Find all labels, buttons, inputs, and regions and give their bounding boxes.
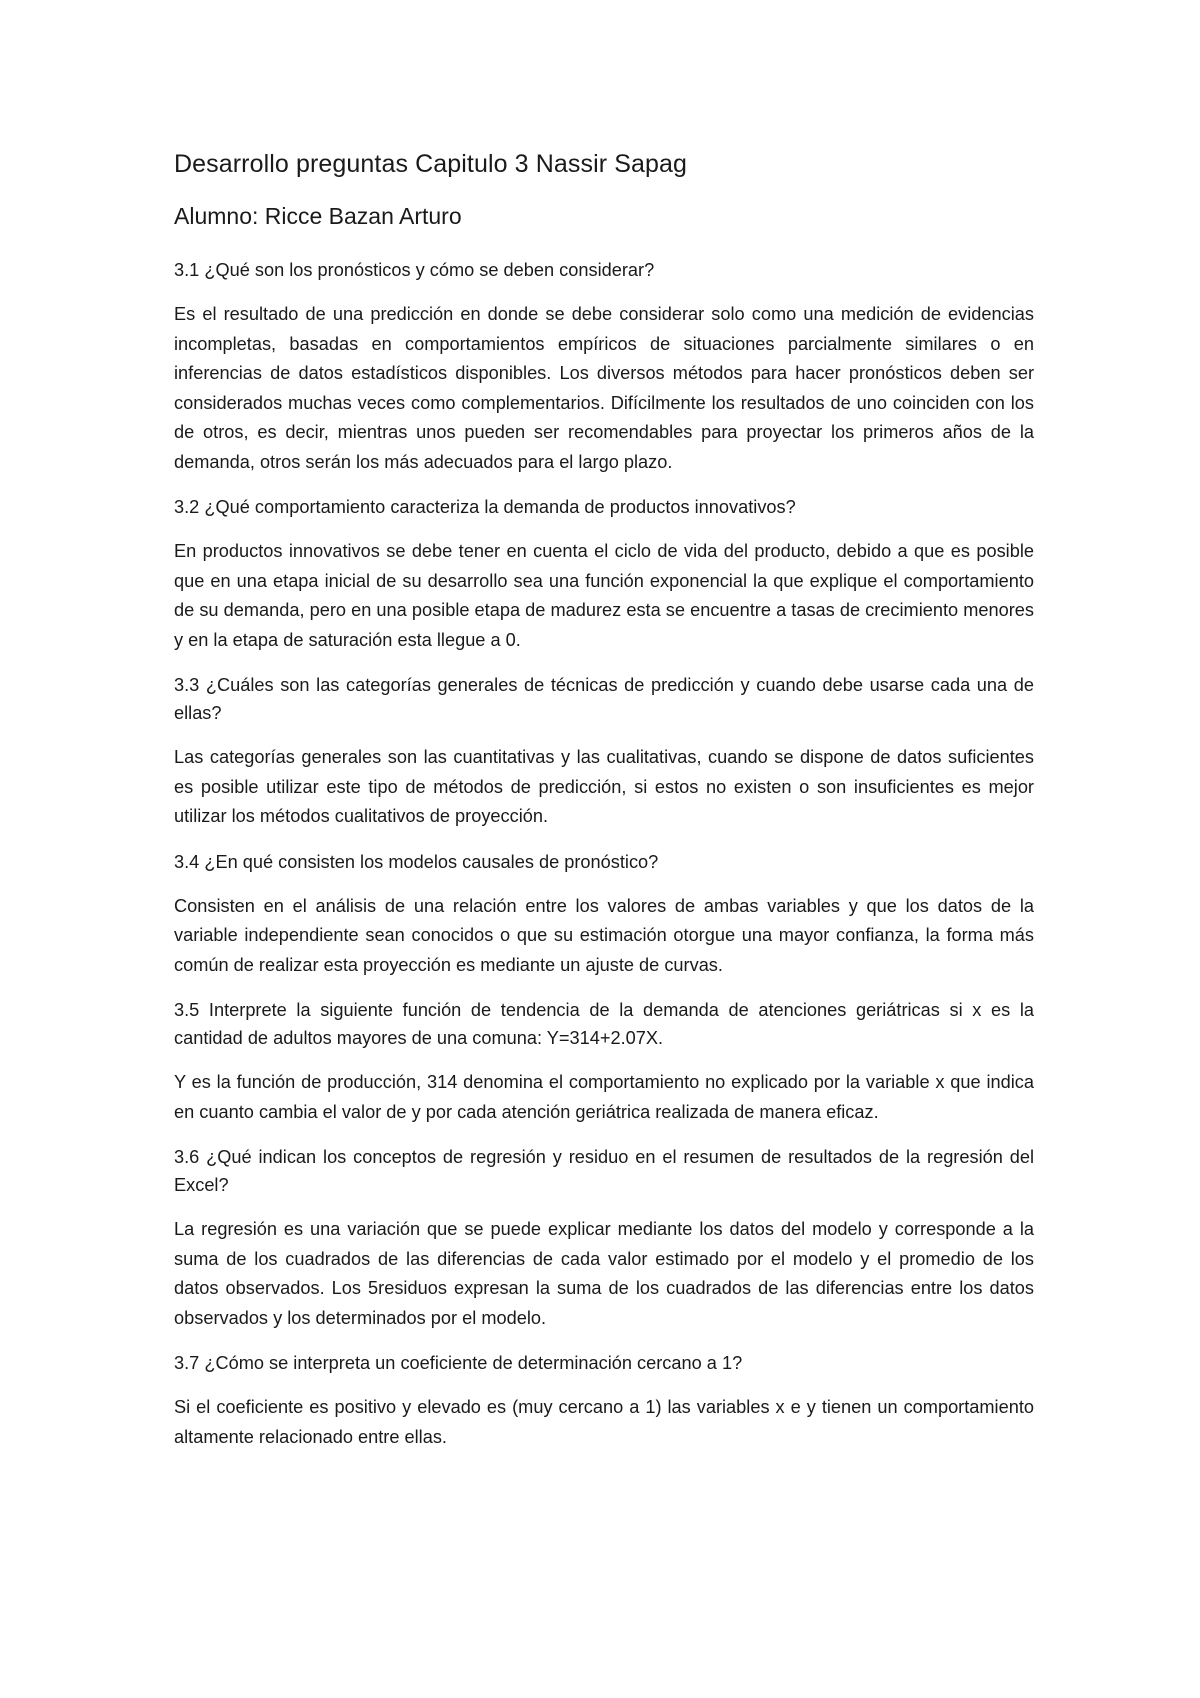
question-3-7: 3.7 ¿Cómo se interpreta un coeficiente de determinación cercano a 1? [174,1353,743,1373]
answer-3-4: Consisten en el análisis de una relación entre los valores de ambas variables y que los datos de la variable independiente sean conocidos o que su estimación otorgue una mayor confianza, la forma más común de realizar esta proyección es mediante un ajuste de curvas. [174,895,1034,975]
answer-3-2: En productos innovativos se debe tener en cuenta el ciclo de vida del producto, debido a que es posible que en una etapa inicial de su desarrollo sea una función exponencial la que explique el comportamiento de su demanda, pero en una posible etapa de madurez esta se encuentre a tasas de crecimiento menores y en la etapa de saturación esta llegue a 0. [174,541,1034,650]
question-3-5: 3.5 Interprete la siguiente función de tendencia de la demanda de atenciones geriátricas si x es la cantidad de adultos mayores de una comuna: Y=314+2.07X. [174,1000,1034,1048]
answer-3-1: Es el resultado de una predicción en donde se debe considerar solo como una medición de evidencias incompletas, basadas en comportamientos empíricos de situaciones parcialmente similares o en inferencias de datos estadísticos disponibles. Los diversos métodos para hacer pronósticos deben ser considerados muchas veces como complementarios. Difícilmente los resultados de uno coinciden con los de otros, es decir, mientras unos pueden ser recomendables para proyectar los primeros años de la demanda, otros serán los más adecuados para el largo plazo. [174,304,1034,472]
answer-3-7: Si el coeficiente es positivo y elevado es (muy cercano a 1) las variables x e y tienen un comportamiento altamente relacionado entre ellas. [174,1397,1034,1447]
question-3-3: 3.3 ¿Cuáles son las categorías generales de técnicas de predicción y cuando debe usarse cada una de ellas? [174,675,1034,723]
question-3-6: 3.6 ¿Qué indican los conceptos de regresión y residuo en el resumen de resultados de la regresión del Excel? [174,1147,1034,1195]
answer-3-5: Y es la función de producción, 314 denomina el comportamiento no explicado por la variable x que indica en cuanto cambia el valor de y por cada atención geriátrica realizada de manera eficaz. [174,1072,1034,1122]
document-page [174,150,1034,1468]
document-title: Desarrollo preguntas Capitulo 3 Nassir Sapag [174,150,688,178]
question-3-4: 3.4 ¿En qué consisten los modelos causales de pronóstico? [174,851,659,872]
answer-3-6: La regresión es una variación que se puede explicar mediante los datos del modelo y corresponde a la suma de los cuadrados de las diferencias de cada valor estimado por el modelo y el promedio de los datos observados. Los 5residuos expresan la suma de los cuadrados de las diferencias entre los datos observados y los determinados por el modelo. [174,1219,1034,1328]
question-3-1: 3.1 ¿Qué son los pronósticos y cómo se deben considerar? [174,260,655,280]
author-line: Alumno: Ricce Bazan Arturo [174,203,462,229]
question-3-2: 3.2 ¿Qué comportamiento caracteriza la demanda de productos innovativos? [174,497,796,517]
answer-3-3: Las categorías generales son las cuantitativas y las cualitativas, cuando se dispone de datos suficientes es posible utilizar este tipo de métodos de predicción, si estos no existen o son insuficientes es mejor utilizar los métodos cualitativos de proyección. [174,747,1034,826]
